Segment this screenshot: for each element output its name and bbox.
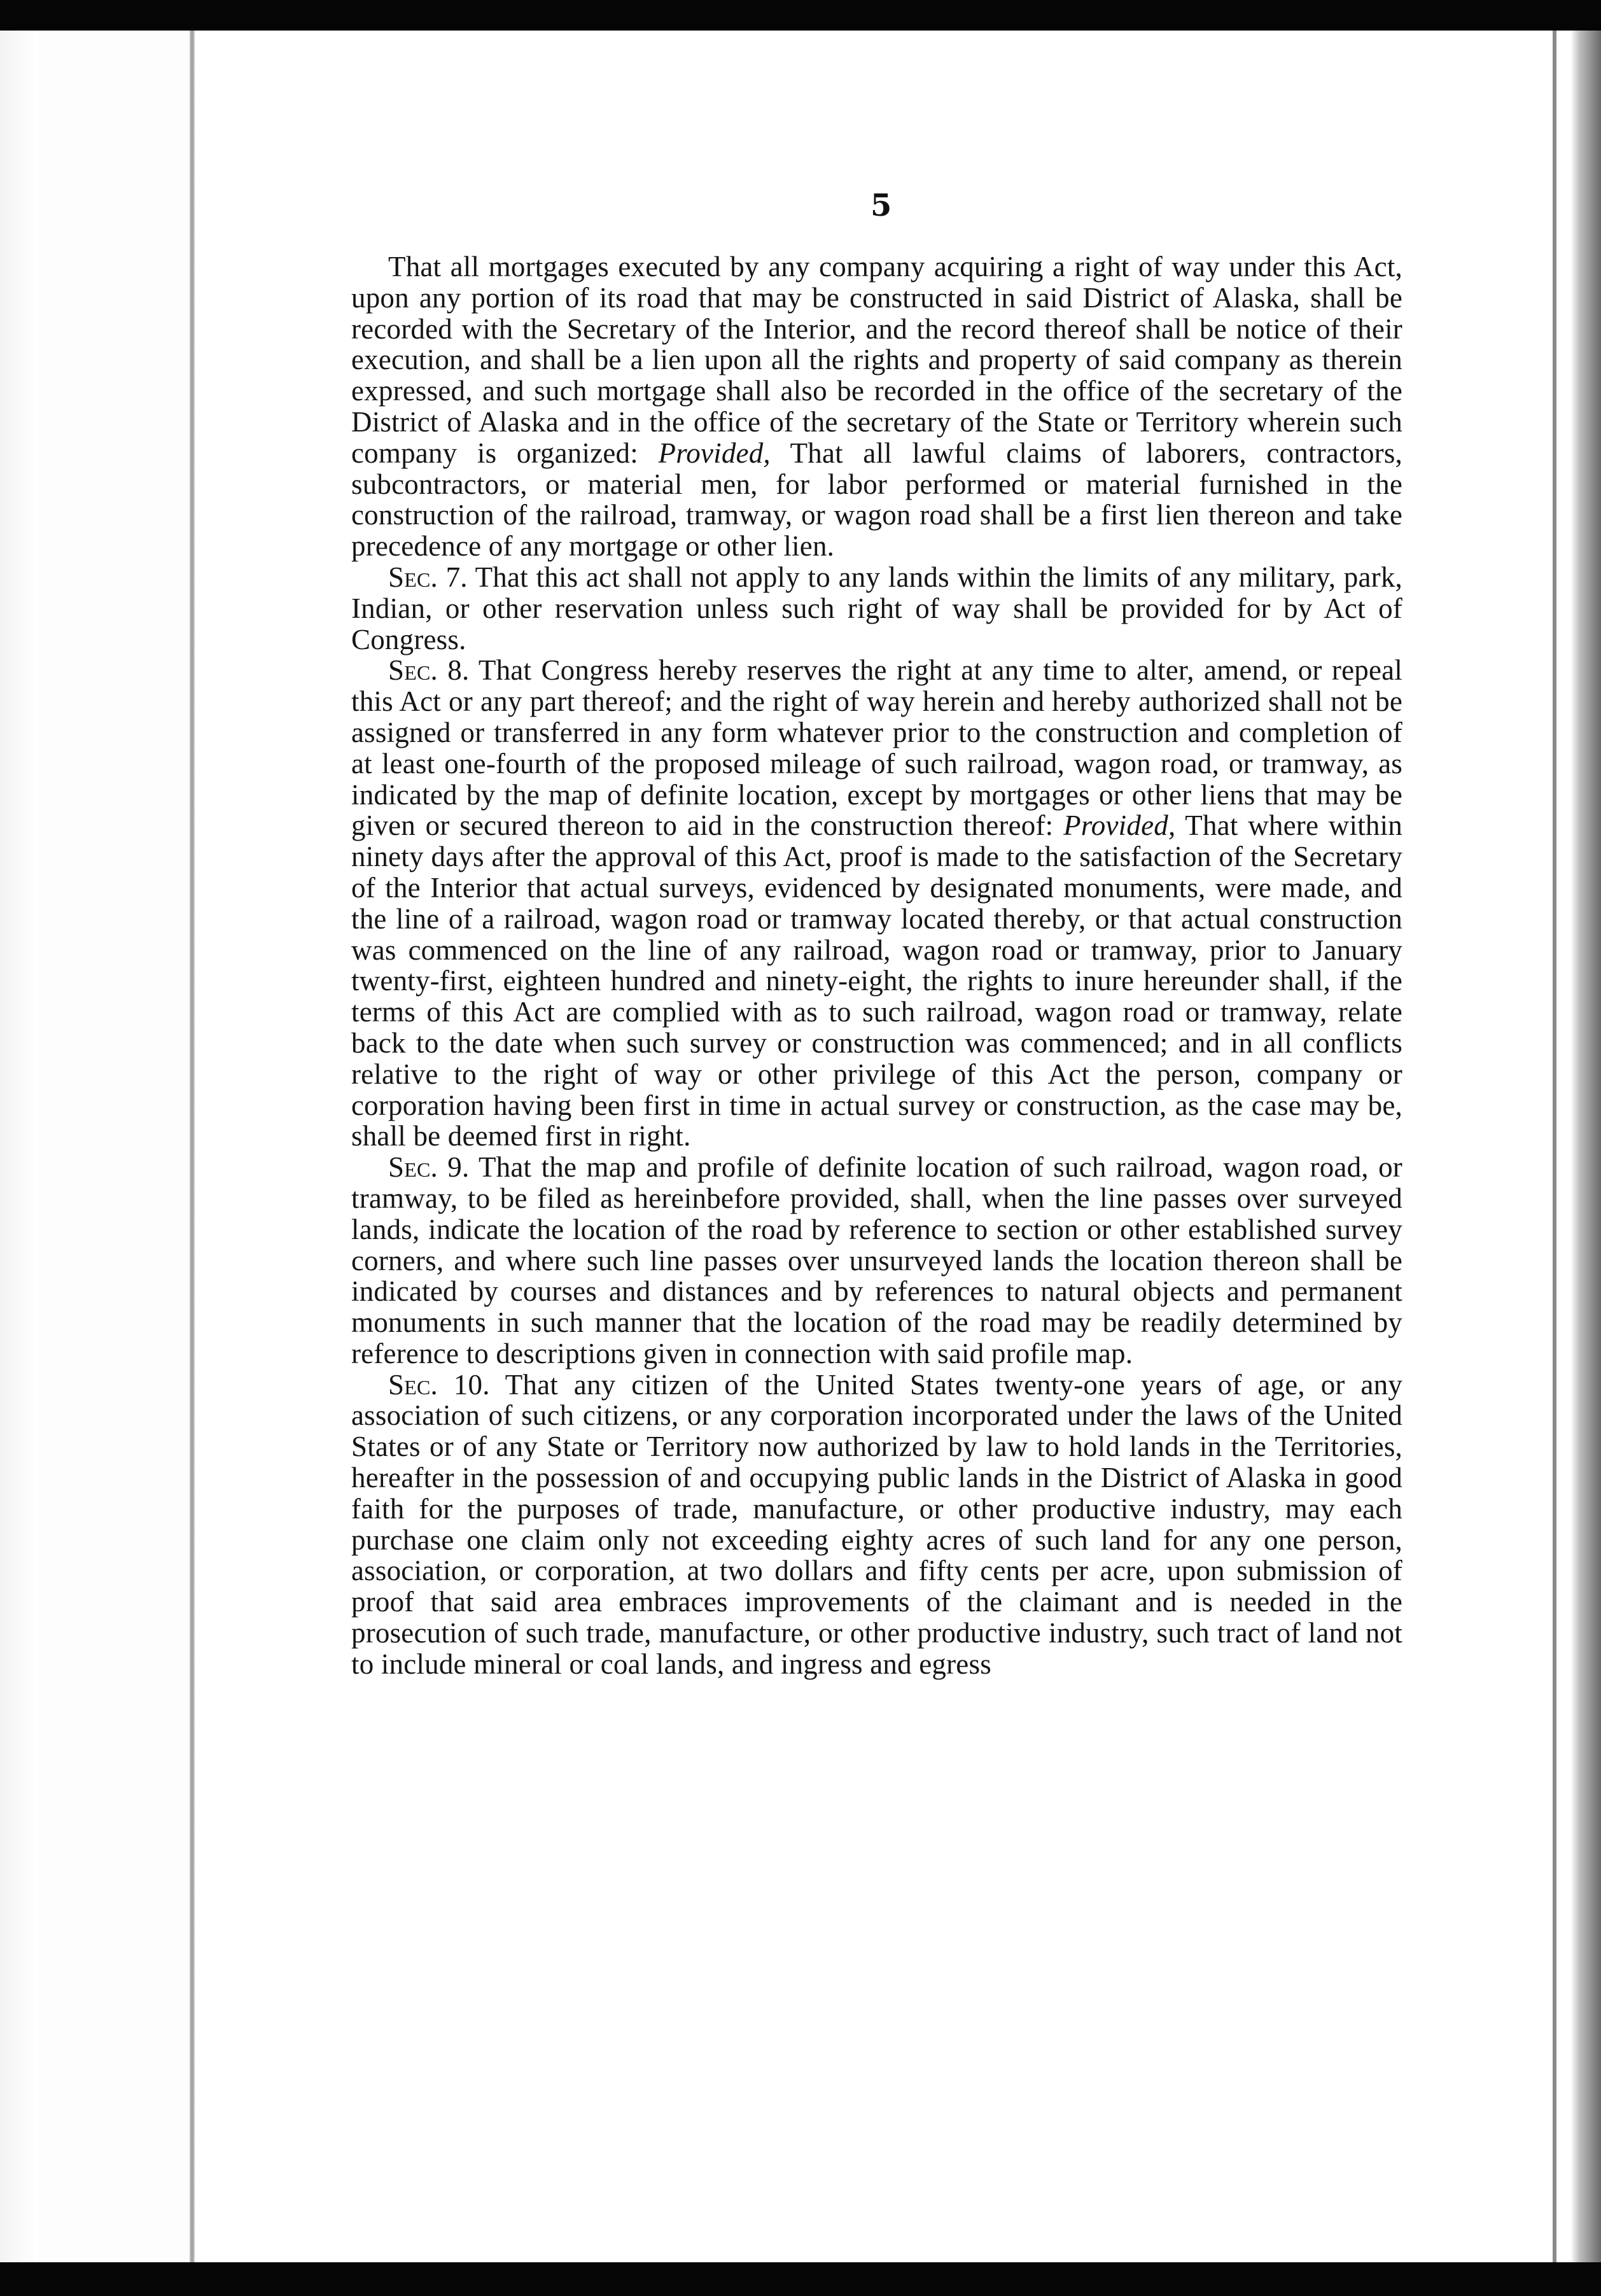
section-label: Sec. 9. <box>388 1151 470 1184</box>
paragraph-text: That where within ninety days after the approval of this Act, proof is made to the satisfaction of the Secretary of the Interior that actual surveys, evidenced by designated monuments, were made, and the line of a railroad, wagon road or tramway located thereby, or that actual construction was commenced on the line of any railroad, wagon road or tramway, prior to January twenty-first, eighteen hundred and ninety-eight, the rights to inure hereunder shall, if the terms of this Act are complied with as to such railroad, wagon road or tramway, relate back to the date when such survey or construction was commenced; and in all conflicts relative to the right of way or other privilege of this Act the person, company or corporation having been first in time in actual survey or construction, as the case may be, shall be deemed first in right. <box>351 809 1403 1152</box>
paragraph-text: That all mortgages executed by any company acquiring a right of way under this Act, upon any portion of its road that may be constructed in said District of Alaska, shall be recorded with the Secretary of the Interior, and the record thereof shall be notice of their execution, and shall be a lien upon all the rights and property of said company as therein expressed, and such mortgage shall also be recorded in the office of the secretary of the District of Alaska and in the office of the secretary of the State or Territory wherein such company is organized: <box>351 251 1402 469</box>
paragraph-text: That any citizen of the United States twenty-one years of age, or any association of such citizens, or any corporation incorporated under the laws of the United States or of any State or Territory now authorized by law to hold lands in the Territories, hereafter in the possession of and occupying public lands in the District of Alaska in good faith for the purposes of trade, manufacture, or other productive industry, may each purchase one claim only not exceeding eighty acres of such land for any one person, association, or corporation, at two dollars and fifty cents per acre, upon submission of proof that said area embraces improvements of the claimant and is needed in the prosecution of such trade, manufacture, or other productive industry, such tract of land not to include mineral or coal lands, and ingress and egress <box>351 1368 1402 1680</box>
section-label: Sec. 10. <box>388 1368 490 1401</box>
scan-right-shadow <box>1570 31 1601 2262</box>
scan-bottom-border <box>0 2262 1601 2296</box>
scan-top-border <box>0 0 1601 31</box>
paragraph-sec-10 <box>351 1369 1402 1680</box>
paragraph-text: That Congress hereby reserves the right at any time to alter, amend, or repeal this Act or any part thereof; and the right of way herein and hereby authorized shall not be assigned or transferred in any form whatever prior to the construction and completion of at least one-fourth of the proposed mileage of such railroad, wagon road, or tramway, as indicated by the map of definite location, except by mortgages or other liens that may be given or secured thereon to aid in the construction thereof: <box>351 654 1402 842</box>
proviso-label: Provided, <box>1063 809 1176 842</box>
paragraph-sec-8 <box>351 655 1402 1152</box>
page-number: 5 <box>870 188 892 223</box>
section-label: Sec. 8. <box>388 654 470 687</box>
proviso-label: Provided, <box>658 437 771 469</box>
paragraph-text: That this act shall not apply to any lands within the limits of any military, park, Indian, or other reservation unless such right of way shall be provided for by Act of Congress. <box>351 561 1402 655</box>
page-gutter <box>190 31 195 2262</box>
page-right-edge <box>1553 31 1556 2262</box>
document-body <box>351 251 1402 1680</box>
paragraph-text: That all lawful claims of laborers, contractors, subcontractors, or material men, for labor performed or material furnished in the construction of the railroad, tramway, or wagon road shall be a first lien thereon and take precedence of any mortgage or other lien. <box>351 437 1402 563</box>
facing-page-blank <box>38 31 190 2262</box>
section-label: Sec. 7. <box>388 561 468 593</box>
scan-left-edge <box>0 31 38 2262</box>
paragraph-text: That the map and profile of definite location of such railroad, wagon road, or tramway, to be filed as hereinbefore provided, shall, when the line passes over surveyed lands, indicate the location of the road by reference to section or other established survey corners, and where such line passes over unsurveyed lands the location thereon shall be indicated by courses and distances and by references to natural objects and permanent monuments in such manner that the location of the road may be readily determined by reference to descriptions given in connection with said profile map. <box>351 1151 1402 1369</box>
paragraph-sec-7 <box>351 562 1402 655</box>
paragraph-sec-9 <box>351 1152 1402 1369</box>
paragraph-mortgages <box>351 251 1402 562</box>
